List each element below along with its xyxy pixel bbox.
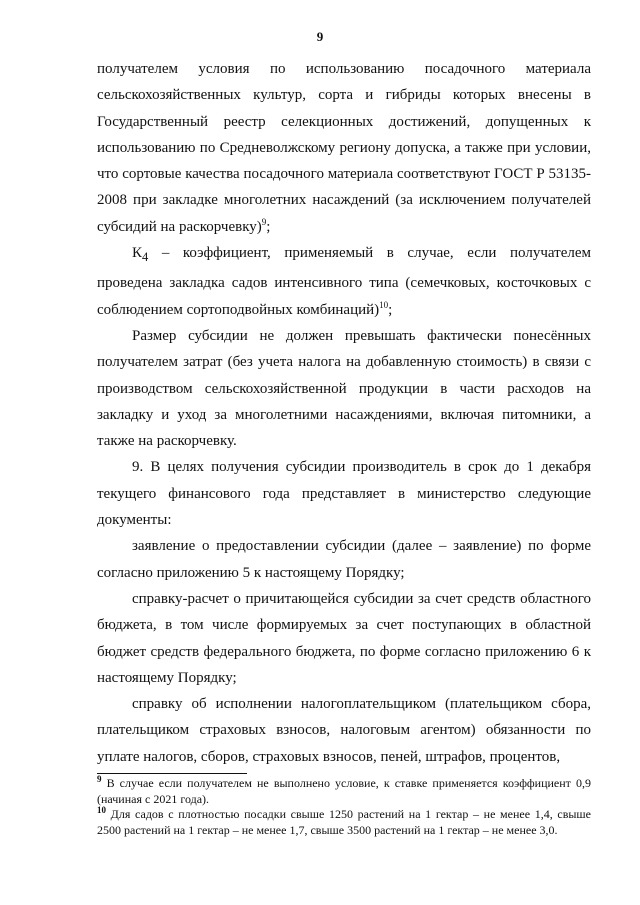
paragraph-application: заявление о предоставлении субсидии (далее – заявление) по форме согласно приложению 5 к настоящему Порядку; [97, 538, 591, 581]
footnote-divider [97, 773, 247, 774]
paragraph-tax-certificate: справку об исполнении налогоплательщиком (плательщиком сбора, плательщиком страховых взносов, налоговым агентом) обязанности по уплате налогов, сборов, страховых взносов, пеней, штрафов, процентов, [97, 696, 591, 765]
footnote-text: В случае если получателем не выполнено условие, к ставке применяется коэффициент 0,9 (начиная с 2021 года). [97, 776, 591, 806]
footnote-10 [97, 807, 591, 838]
paragraph-text: – коэффициент, применяемый в случае, если получателем проведена закладка садов интенсивного типа (семечковых, косточковых с соблюдением сортоподвойных комбинаций) [97, 245, 591, 318]
coefficient-symbol: К [132, 245, 143, 262]
footnote-text: Для садов с плотностью посадки свыше 1250 растений на 1 гектар – не менее 1,4, свыше 2500 растений на 1 гектар – не менее 1,7, свыше 3500 растений на 1 гектар – не менее 3,0. [97, 807, 591, 837]
footnote-mark: 9 [97, 774, 102, 784]
paragraph-punctuation: ; [388, 301, 393, 318]
paragraph-coefficient-k4 [97, 240, 591, 323]
paragraph-text: получателем условия по использованию посадочного материала сельскохозяйственных культур, сорта и гибриды которых внесены в Государственный реестр селекционных достижений, допущенных к использованию по Средневолжскому региону допуска, а также при условии, что сортовые качества посадочного материала соответствуют ГОСТ Р 53135-2008 при закладке многолетних насаждений (за исключением получателей субсидий на раскорчевку) [97, 61, 591, 235]
footnote-reference: 10 [379, 299, 389, 310]
paragraph-section-9: 9. В целях получения субсидии производитель в срок до 1 декабря текущего финансового года представляет в министерство следующие документы: [97, 459, 591, 529]
paragraph-calculation-certificate: справку-расчет о причитающейся субсидии за счет средств областного бюджета, в том числе формируемых за счет поступающих в областной бюджет средств федерального бюджета, по форме согласно приложению 6 к настоящему Порядку; [97, 590, 591, 686]
coefficient-subscript: 4 [142, 250, 149, 265]
footnote-9 [97, 776, 591, 807]
document-body [97, 56, 591, 770]
paragraph-punctuation: ; [266, 218, 271, 235]
footnotes [97, 776, 591, 838]
paragraph-continuation [97, 56, 591, 240]
footnote-reference: 9 [261, 216, 267, 227]
paragraph-subsidy-limit: Размер субсидии не должен превышать фактически понесённых получателем затрат (без учета налога на добавленную стоимость) в связи с производством сельскохозяйственной продукции в части расходов на закладку и уход за многолетними насаждениями, включая питомники, а также на раскорчевку. [97, 327, 591, 450]
page-number: 9 [316, 29, 324, 44]
footnote-mark: 10 [97, 805, 106, 815]
